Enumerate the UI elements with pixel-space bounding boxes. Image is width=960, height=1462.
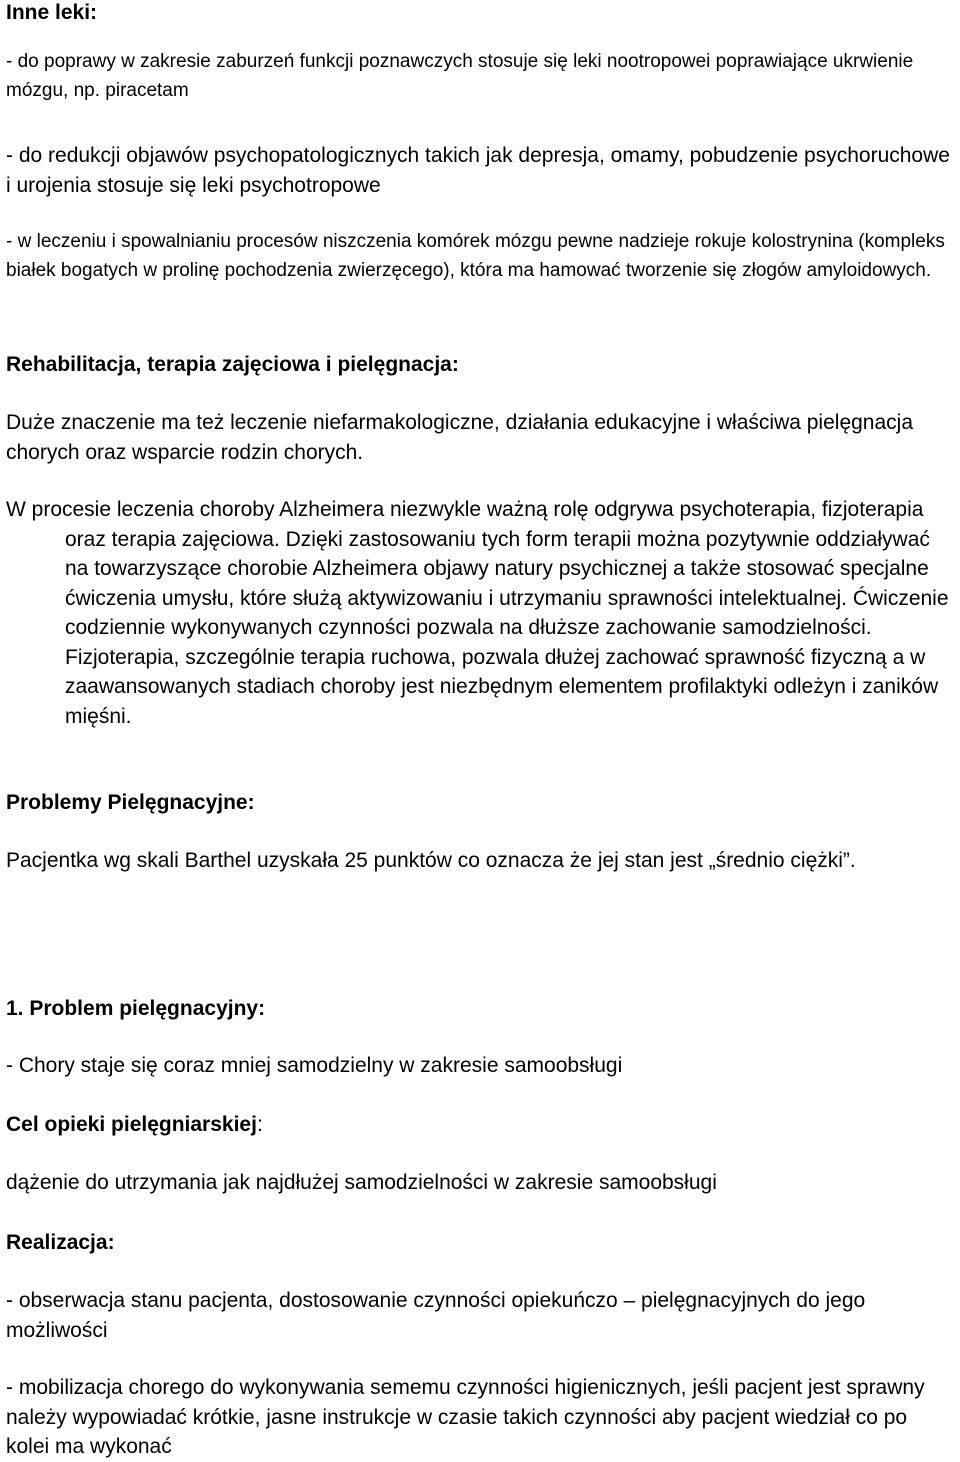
list-item-psychotropowe: - do redukcji objawów psychopatologicznych takich jak depresja, omamy, pobudzenie psychoruchowe i urojenia stosuje się leki psychotropowe	[6, 144, 950, 197]
section-title-cel-opieki	[6, 1112, 954, 1138]
paragraph-proces-leczenia: W procesie leczenia choroby Alzheimera niezwykle ważną rolę odgrywa psychoterapia, fizjoterapia oraz terapia zajęciowa. Dzięki zastosowaniu tych form terapii można pozytywnie oddziaływać na towarzyszące chorobie Alzheimera objawy natury psychicznej a także stosować specjalne ćwiczenia umysłu, które służą aktywizowaniu i utrzymaniu sprawności intelektualnej. Ćwiczenie codziennie wykonywanych czynności pozwala na dłuższe zachowanie samodzielności. Fizjoterapia, szczególnie terapia ruchowa, pozwala dłużej zachować sprawność fizyczną a w zaawansowanych stadiach choroby jest niezbędnym elementem profilaktyki odleżyn i zaników mięśni.	[6, 498, 949, 728]
list-item-kolostrynina: - w leczeniu i spowalnianiu procesów niszczenia komórek mózgu pewne nadzieje rokuje kolostrynina (kompleks białek bogatych w prolinę pochodzenia zwierzęcego), która ma hamować tworzenie się złogów amyloidowych.	[6, 231, 945, 281]
section-title-problemy: Problemy Pielęgnacyjne:	[6, 791, 255, 814]
list-item-nootropowe: - do poprawy w zakresie zaburzeń funkcji poznawczych stosuje się leki nootropowei poprawiające ukrwienie mózgu, np. piracetam	[6, 51, 914, 101]
section-title-problem-1: 1. Problem pielęgnacyjny:	[6, 997, 266, 1020]
cel-opieki-text: dążenie do utrzymania jak najdłużej samodzielności w zakresie samoobsługi	[6, 1171, 717, 1194]
realizacja-item-obserwacja: - obserwacja stanu pacjenta, dostosowanie czynności opiekuńczo – pielęgnacyjnych do jego możliwości	[6, 1289, 866, 1342]
paragraph-leczenie-niefarmakologiczne: Duże znaczenie ma też leczenie niefarmakologiczne, działania edukacyjne i właściwa pielęgnacja chorych oraz wsparcie rodzin chorych.	[6, 411, 913, 464]
section-title-rehabilitacja: Rehabilitacja, terapia zajęciowa i pielęgnacja:	[6, 353, 459, 376]
section-title-inne-leki: Inne leki:	[6, 1, 98, 24]
realizacja-item-mobilizacja: - mobilizacja chorego do wykonywania sememu czynności higienicznych, jeśli pacjent jest sprawny należy wypowiadać krótkie, jasne instrukcje w czasie takich czynności aby pacjent wiedział co po kolei ma wykonać	[6, 1376, 925, 1458]
paragraph-barthel: Pacjentka wg skali Barthel uzyskała 25 punktów co oznacza że jej stan jest „średnio ciężki”.	[6, 849, 856, 872]
cel-opieki-colon: :	[256, 1113, 263, 1136]
problem-1-text: - Chory staje się coraz mniej samodzielny w zakresie samoobsługi	[6, 1054, 623, 1077]
cel-opieki-label: Cel opieki pielęgniarskiej	[6, 1113, 257, 1136]
section-title-realizacja: Realizacja:	[6, 1231, 115, 1254]
